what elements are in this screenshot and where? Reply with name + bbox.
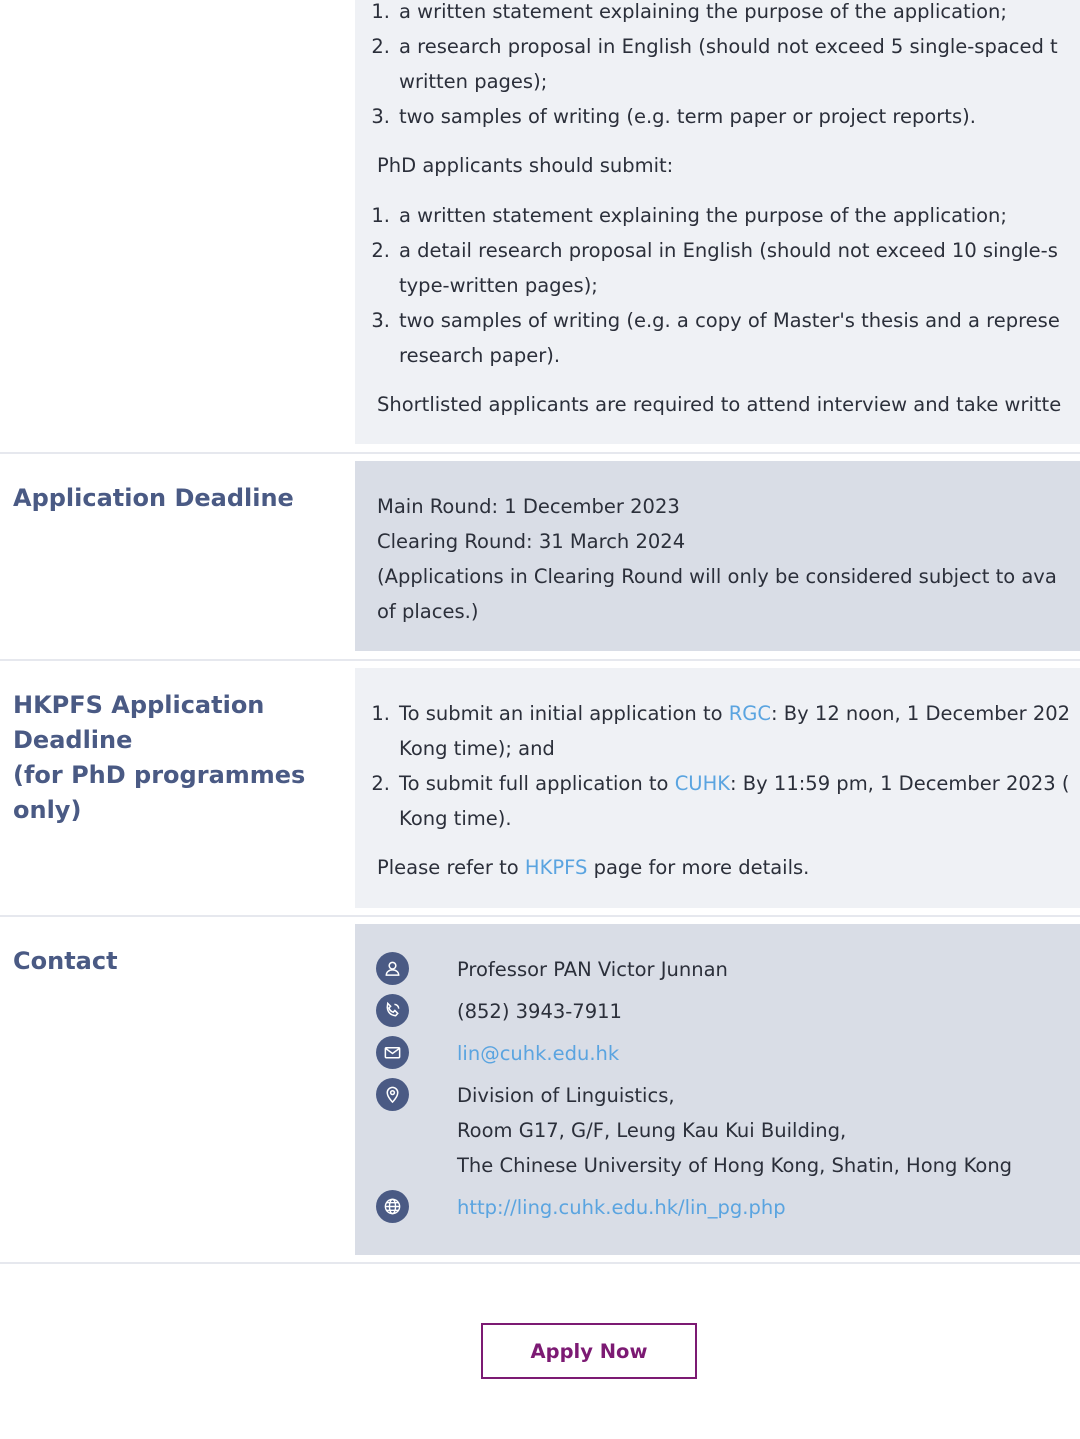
- item-text: : By 12 noon, 1 December 202: [771, 702, 1071, 725]
- list-item-continued: type-written pages);: [399, 274, 598, 297]
- clearing-round-text: Clearing Round: 31 March 2024: [377, 530, 686, 553]
- contact-address-line: The Chinese University of Hong Kong, Shatin, Hong Kong: [457, 1154, 1013, 1177]
- list-item: [399, 766, 1069, 801]
- main-round-text: Main Round: 1 December 2023: [377, 495, 680, 518]
- hkpfs-label-line: HKPFS Application: [13, 691, 265, 719]
- contact-label: Contact: [13, 947, 118, 975]
- list-item: a written statement explaining the purpose of the application;: [399, 204, 1007, 227]
- contact-address-line: Division of Linguistics,: [457, 1084, 675, 1107]
- list-number: 1.: [371, 702, 390, 725]
- contact-name: Professor PAN Victor Junnan: [457, 958, 728, 981]
- clearing-note-line2: of places.): [377, 600, 479, 623]
- list-item: two samples of writing (e.g. term paper or project reports).: [399, 105, 976, 128]
- rgc-link[interactable]: RGC: [728, 702, 772, 725]
- contact-website-link[interactable]: http://ling.cuhk.edu.hk/lin_pg.php: [457, 1196, 786, 1219]
- list-number: 1.: [371, 0, 390, 23]
- list-number: 2.: [371, 772, 390, 795]
- hkpfs-link[interactable]: HKPFS: [524, 856, 588, 879]
- list-item: a detail research proposal in English (should not exceed 10 single-s: [399, 239, 1058, 262]
- row-divider: [0, 1262, 1080, 1264]
- list-item: a written statement explaining the purpose of the application;: [399, 0, 1007, 23]
- hkpfs-refer-text: [377, 850, 809, 885]
- contact-phone: (852) 3943-7911: [457, 1000, 622, 1023]
- list-item-continued: written pages);: [399, 70, 548, 93]
- apply-now-button[interactable]: Apply Now: [481, 1323, 697, 1379]
- list-item-continued: Kong time).: [399, 807, 512, 830]
- hkpfs-label-line: (for PhD programmes: [13, 761, 306, 789]
- list-number: 2.: [371, 239, 390, 262]
- item-text: To submit an initial application to: [399, 702, 729, 725]
- list-number: 2.: [371, 35, 390, 58]
- clearing-note-line1: (Applications in Clearing Round will only be considered subject to ava: [377, 565, 1057, 588]
- row-divider: [0, 659, 1080, 661]
- hkpfs-label-line: only): [13, 796, 82, 824]
- list-item-continued: Kong time); and: [399, 737, 555, 760]
- item-text: : By 11:59 pm, 1 December 2023 (: [730, 772, 1070, 795]
- shortlist-note: Shortlisted applicants are required to attend interview and take writte: [377, 393, 1062, 416]
- phd-heading: PhD applicants should submit:: [377, 154, 674, 177]
- hkpfs-label-line: Deadline: [13, 726, 133, 754]
- person-icon: [376, 952, 409, 985]
- list-item: a research proposal in English (should not exceed 5 single-spaced t: [399, 35, 1058, 58]
- cuhk-link[interactable]: CUHK: [674, 772, 731, 795]
- refer-text: Please refer to: [377, 856, 525, 879]
- mail-icon: [376, 1036, 409, 1069]
- row-divider: [0, 915, 1080, 917]
- phone-icon: [376, 994, 409, 1027]
- list-item: [399, 696, 1070, 731]
- globe-icon: [376, 1190, 409, 1223]
- refer-text: page for more details.: [587, 856, 810, 879]
- list-number: 3.: [371, 105, 390, 128]
- contact-email-link[interactable]: lin@cuhk.edu.hk: [457, 1042, 620, 1065]
- application-deadline-label: Application Deadline: [13, 484, 294, 512]
- row-divider: [0, 452, 1080, 454]
- item-text: To submit full application to: [399, 772, 675, 795]
- list-item-continued: research paper).: [399, 344, 561, 367]
- list-number: 3.: [371, 309, 390, 332]
- hkpfs-deadline-label: [13, 688, 313, 828]
- contact-address-line: Room G17, G/F, Leung Kau Kui Building,: [457, 1119, 847, 1142]
- location-icon: [376, 1078, 409, 1111]
- list-number: 1.: [371, 204, 390, 227]
- list-item: two samples of writing (e.g. a copy of Master's thesis and a represe: [399, 309, 1060, 332]
